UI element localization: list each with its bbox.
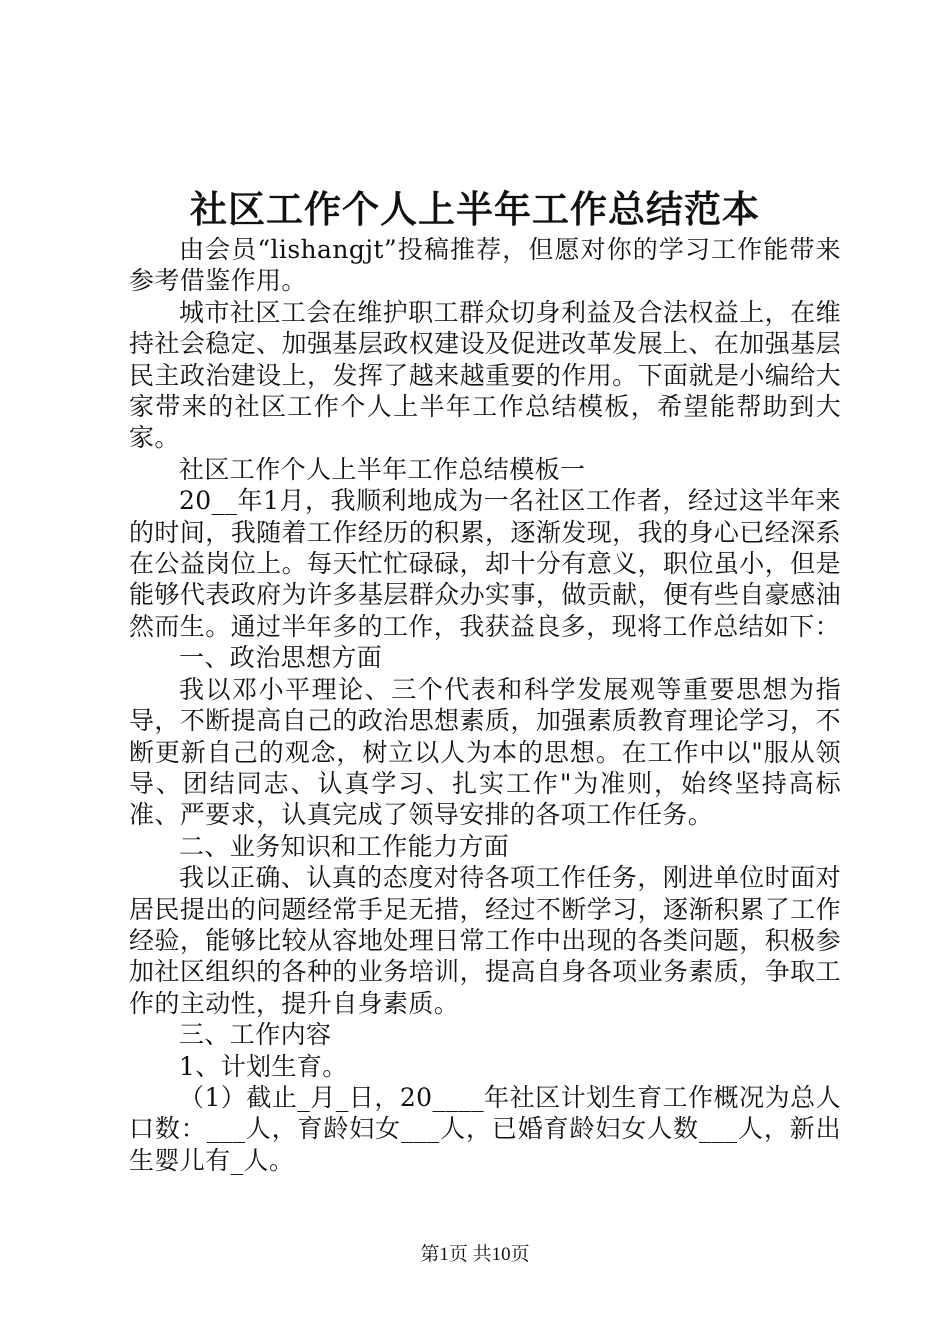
paragraph: 我以邓小平理论、三个代表和科学发展观等重要思想为指导，不断提高自己的政治思想素质，加强素质教育理论学习，不断更新自己的观念，树立以人为本的思想。在工作中以"服从领导、团结同志、认真学习、扎实工作"为准则，始终坚持高标准、严要求，认真完成了领导安排的各项工作任务。 — [129, 674, 841, 830]
document-body — [129, 234, 841, 1176]
paragraph: 我以正确、认真的态度对待各项工作任务，刚进单位时面对居民提出的问题经常手足无措，经过不断学习，逐渐积累了工作经验，能够比较从容地处理日常工作中出现的各类问题，积极参加社区组织的各种的业务培训，提高自身各项业务素质，争取工作的主动性，提升自身素质。 — [129, 863, 841, 1018]
page-number: 第1页 共10页 — [420, 1244, 530, 1265]
section-heading: 二、业务知识和工作能力方面 — [179, 831, 510, 861]
section-heading: 三、工作内容 — [179, 1020, 332, 1050]
paragraph: 20__年1月，我顺利地成为一名社区工作者，经过这半年来的时间，我随着工作经历的积累，逐渐发现，我的身心已经深系在公益岗位上。每天忙忙碌碌，却十分有意义，职位虽小，但是能够代表政府为许多基层群众办实事，做贡献，便有些自豪感油然而生。通过半年多的工作，我获益良多，现将工作总结如下： — [129, 486, 841, 641]
section-heading: 一、政治思想方面 — [179, 643, 383, 673]
paragraph: 由会员“lishangjt”投稿推荐，但愿对你的学习工作能带来参考借鉴作用。 — [129, 235, 841, 296]
sub-heading: 1、计划生育。 — [179, 1051, 348, 1081]
document-title: 社区工作个人上半年工作总结范本 — [190, 187, 760, 231]
section-heading: 社区工作个人上半年工作总结模板一 — [179, 454, 586, 484]
paragraph: 城市社区工会在维护职工群众切身利益及合法权益上，在维持社会稳定、加强基层政权建设及促进改革发展上、在加强基层民主政治建设上，发挥了越来越重要的作用。下面就是小编给大家带来的社区工作个人上半年工作总结模板，希望能帮助到大家。 — [129, 297, 841, 453]
paragraph: （1）截止_月_日，20____年社区计划生育工作概况为总人口数：___人，育龄妇女___人，已婚育龄妇女人数___人，新出生婴儿有_人。 — [129, 1082, 841, 1175]
